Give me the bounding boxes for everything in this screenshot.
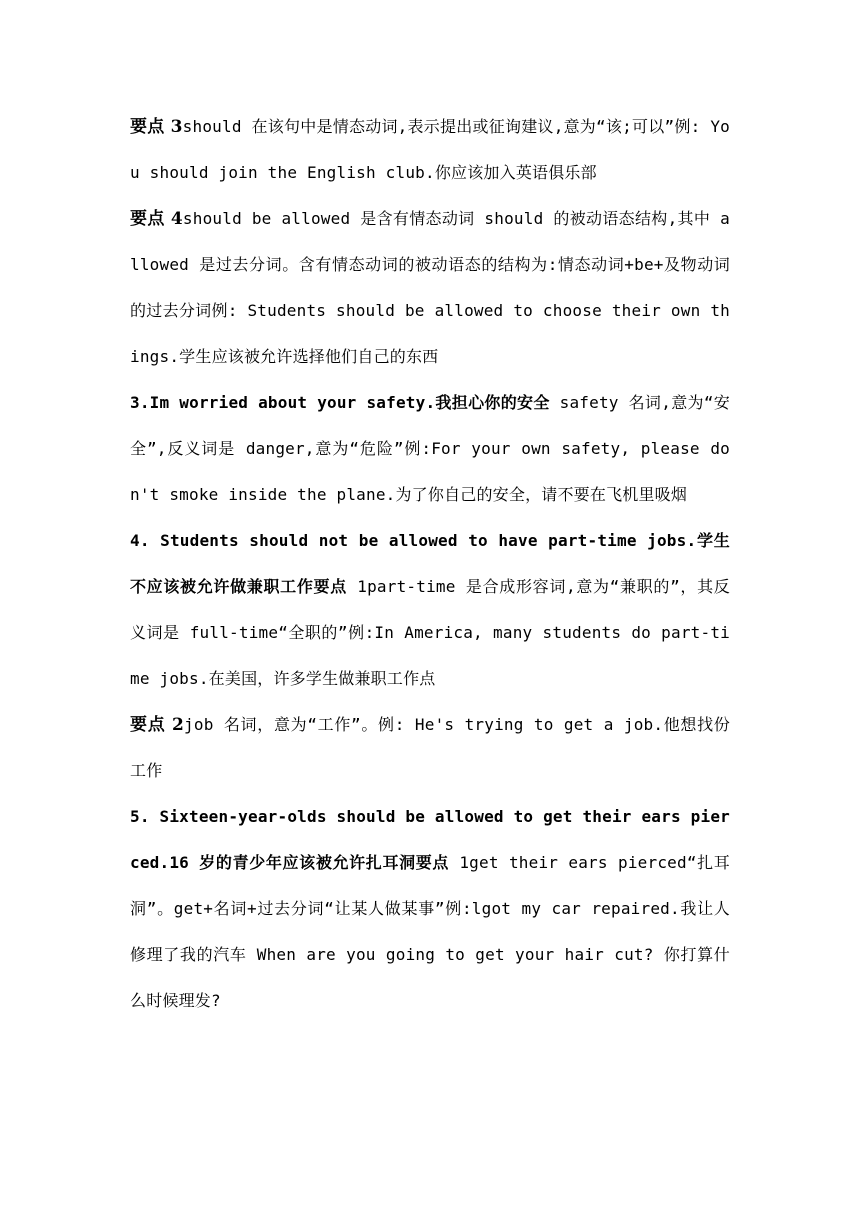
paragraph-body: should be allowed 是含有情态动词 should 的被动语态结构,其中 allowed 是过去分词。含有情态动词的被动语态的结构为:情态动词+be+及物动词的过去分词例: Students should be allowed to choose their own things.学生应该被允许选择他们自己的东西 — [130, 209, 730, 366]
sentence-heading: 5. Sixteen-year-olds should be allowed to get their ears pierced.16 岁的青少年应该被允许扎耳洞要点 — [130, 807, 730, 872]
paragraph-sentence-3 — [130, 380, 730, 518]
paragraph-body: should 在该句中是情态动词,表示提出或征询建议,意为“该;可以”例: You should join the English club.你应该加入英语俱乐部 — [130, 117, 730, 182]
point-heading: 要点 4 — [130, 209, 183, 229]
paragraph-body: 1part-time 是合成形容词,意为“兼职的”，其反义词是 full-time“全职的”例:In America, many students do part-time jobs.在美国，许多学生做兼职工作点 — [130, 577, 730, 688]
point-heading: 要点 2 — [130, 715, 185, 735]
paragraph-body: 1get their ears pierced“扎耳洞”。get+名词+过去分词“让某人做某事”例:lgot my car repaired.我让人修理了我的汽车 When are you going to get your hair cut? 你打算什么时候理发? — [130, 853, 730, 1010]
paragraph-point-3 — [130, 104, 730, 196]
paragraph-point-2 — [130, 702, 730, 794]
paragraph-point-4 — [130, 196, 730, 380]
sentence-heading: 3.Im worried about your safety.我担心你的安全 — [130, 393, 550, 412]
point-heading: 要点 3 — [130, 117, 183, 137]
paragraph-sentence-4 — [130, 518, 730, 702]
paragraph-body: safety 名词,意为“安全”,反义词是 danger,意为“危险”例:For your own safety, please don't smoke inside the plane.为了你自己的安全，请不要在飞机里吸烟 — [130, 393, 730, 504]
sentence-heading: 4. Students should not be allowed to have part-time jobs.学生不应该被允许做兼职工作要点 — [130, 531, 730, 596]
paragraph-sentence-5 — [130, 794, 730, 1024]
paragraph-body: job 名词，意为“工作”。例: He's trying to get a job.他想找份工作 — [130, 715, 730, 780]
document-page — [130, 104, 730, 1024]
